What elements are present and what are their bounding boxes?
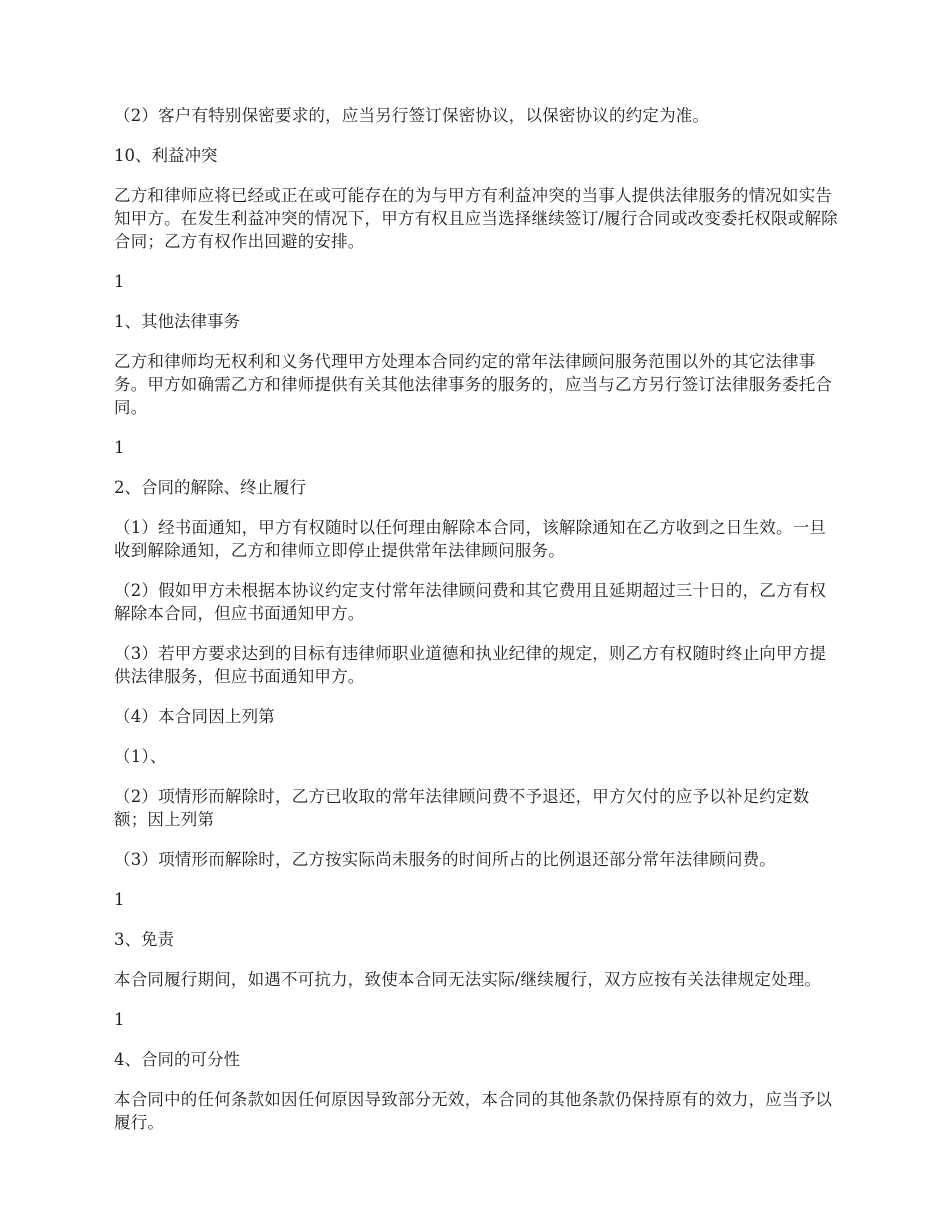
section-heading-exemption: 3、免责 <box>114 930 174 949</box>
section-heading-termination: 2、合同的解除、终止履行 <box>114 478 306 497</box>
section-heading-conflict-of-interest: 10、利益冲突 <box>114 146 218 165</box>
section-number-marker: 1 <box>114 890 125 909</box>
paragraph-exemption: 本合同履行期间，如遇不可抗力，致使本合同无法实际/继续履行，双方应按有关法律规定处理。 <box>114 970 822 989</box>
paragraph-termination-4-item-1: （1）、 <box>114 747 167 766</box>
section-number-marker: 1 <box>114 438 125 457</box>
section-heading-severability: 4、合同的可分性 <box>114 1050 240 1069</box>
paragraph-termination-4-item-2: （2）项情形而解除时，乙方已收取的常年法律顾问费不予退还，甲方欠付的应予以补足约定数额；因上列第 <box>114 787 810 829</box>
paragraph-conflict-of-interest: 乙方和律师应将已经或正在或可能存在的为与甲方有利益冲突的当事人提供法律服务的情况如实告知甲方。在发生利益冲突的情况下，甲方有权且应当选择继续签订/履行合同或改变委托权限或解除合同；乙方有权作出回避的安排。 <box>114 186 838 251</box>
paragraph-termination-4-item-3: （3）项情形而解除时，乙方按实际尚未服务的时间所占的比例退还部分常年法律顾问费。 <box>114 850 776 869</box>
section-number-marker: 1 <box>114 1010 125 1029</box>
paragraph-termination-4: （4）本合同因上列第 <box>114 707 275 726</box>
section-heading-other-legal-matters: 1、其他法律事务 <box>114 312 240 331</box>
paragraph-termination-3: （3）若甲方要求达到的目标有违律师职业道德和执业纪律的规定，则乙方有权随时终止向甲方提供法律服务，但应书面通知甲方。 <box>114 644 827 686</box>
paragraph-termination-2: （2）假如甲方未根据本协议约定支付常年法律顾问费和其它费用且延期超过三十日的，乙方有权解除本合同，但应书面通知甲方。 <box>114 581 827 623</box>
paragraph-confidentiality-2: （2）客户有特别保密要求的，应当另行签订保密协议，以保密协议的约定为准。 <box>114 106 710 125</box>
paragraph-severability: 本合同中的任何条款如因任何原因导致部分无效，本合同的其他条款仍保持原有的效力，应当予以履行。 <box>114 1090 833 1132</box>
paragraph-termination-1: （1）经书面通知，甲方有权随时以任何理由解除本合同，该解除通知在乙方收到之日生效。一旦收到解除通知，乙方和律师立即停止提供常年法律顾问服务。 <box>114 518 827 560</box>
section-number-marker: 1 <box>114 272 125 291</box>
paragraph-other-legal-matters: 乙方和律师均无权利和义务代理甲方处理本合同约定的常年法律顾问服务范围以外的其它法律事务。甲方如确需乙方和律师提供有关其他法律事务的服务的，应当与乙方另行签订法律服务委托合同。 <box>114 352 833 417</box>
